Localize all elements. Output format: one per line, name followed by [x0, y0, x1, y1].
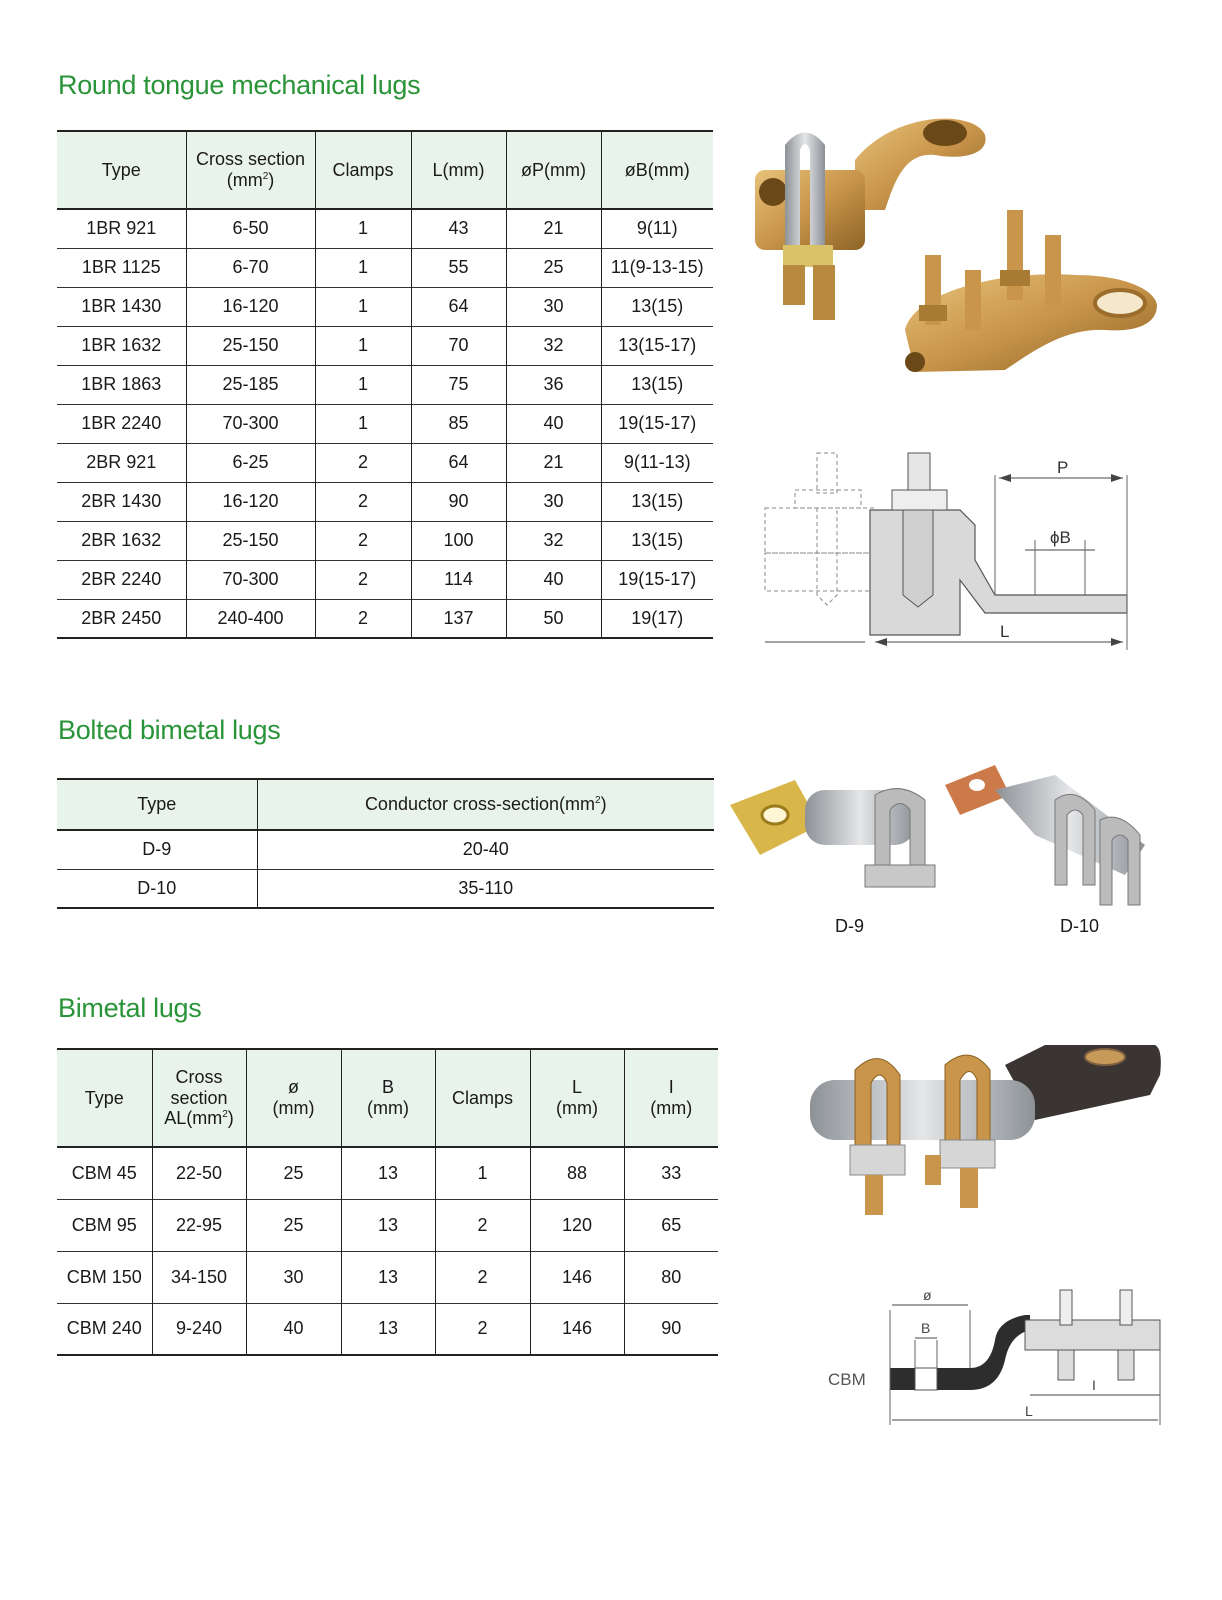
table-cell: 40	[506, 560, 601, 599]
table-cell: 9-240	[152, 1303, 246, 1355]
stud	[1007, 210, 1023, 300]
table-cell: 1	[315, 326, 411, 365]
table-row	[57, 599, 713, 638]
table-cell: 13(15-17)	[601, 326, 713, 365]
bimetal-lugs-table	[57, 1048, 718, 1356]
table-cell: 25-185	[186, 365, 315, 404]
table-row	[57, 1199, 718, 1251]
table-cell: 64	[411, 443, 506, 482]
table-cell: 2	[315, 599, 411, 638]
table-cell: CBM 150	[66, 1266, 142, 1287]
header-i: I (mm)	[624, 1049, 718, 1147]
header-cross-section: Cross section $AL(mm^2)$	[152, 1049, 246, 1147]
table-cell: 80	[624, 1251, 718, 1303]
table-cell: 2	[315, 482, 411, 521]
table-cell: 50	[506, 599, 601, 638]
p-label: P	[1057, 458, 1069, 477]
table-cell: 22-95	[152, 1199, 246, 1251]
table-cell: 43	[411, 209, 506, 248]
table-cell: 13(15)	[601, 482, 713, 521]
table-cell: 9(11)	[601, 209, 713, 248]
round-lugs-table	[57, 130, 713, 639]
table-header-row	[57, 131, 713, 209]
drawn-bolt	[908, 453, 930, 493]
table-cell: 25	[246, 1199, 341, 1251]
header-diameter: ø (mm)	[246, 1049, 341, 1147]
table-row	[57, 560, 713, 599]
table-cell: 2BR 2450	[81, 607, 162, 628]
table-cell: 146	[530, 1251, 624, 1303]
table-cell: 40	[246, 1303, 341, 1355]
table-cell: 32	[506, 326, 601, 365]
table-cell: 100	[411, 521, 506, 560]
table-cell: 21	[506, 209, 601, 248]
b-label: B	[921, 1320, 931, 1336]
table-cell: 65	[624, 1199, 718, 1251]
table-row	[57, 326, 713, 365]
nut	[783, 245, 833, 267]
drawn-shank	[903, 510, 933, 607]
table-cell: 1	[315, 365, 411, 404]
bolt	[813, 265, 835, 320]
drawn-nut	[892, 490, 947, 510]
table-cell: 1	[315, 248, 411, 287]
table-cell: 2BR 921	[86, 452, 157, 472]
cbm-stud	[960, 1168, 978, 1208]
table-cell: 90	[624, 1303, 718, 1355]
section-title-bolted-lugs: Bolted bimetal lugs	[58, 715, 281, 745]
table-cell: 240-400	[186, 599, 315, 638]
table-row	[57, 404, 713, 443]
cbm-clamp	[850, 1145, 905, 1175]
table-cell: 146	[530, 1303, 624, 1355]
table-row	[57, 521, 713, 560]
table-cell: 90	[411, 482, 506, 521]
table-cell: 114	[411, 560, 506, 599]
table-row	[57, 482, 713, 521]
lug-bore	[759, 178, 787, 206]
cbm-label: CBM	[828, 1370, 866, 1389]
table-cell: 1BR 1863	[81, 374, 162, 394]
double-lug-hole	[1095, 290, 1145, 316]
table-cell: 25	[246, 1147, 341, 1199]
table-cell: 25	[506, 248, 601, 287]
table-cell: 25-150	[186, 521, 315, 560]
cbm-drawn-tongue	[890, 1315, 1030, 1390]
cbm-drawn-shank	[1118, 1350, 1134, 1380]
table-row	[57, 248, 713, 287]
section-title-round-lugs: Round tongue mechanical lugs	[58, 70, 421, 100]
table-cell: 6-70	[186, 248, 315, 287]
header-cross-section: Cross section $(mm^2)$	[186, 131, 315, 209]
cbm-drawn-bolt	[1120, 1290, 1132, 1325]
table-cell: 1BR 1632	[81, 335, 162, 355]
header-type: Type	[57, 1049, 152, 1147]
bolted-lugs-photo	[725, 755, 1165, 915]
header-type: Type	[57, 779, 257, 830]
table-row	[57, 830, 714, 869]
table-cell: CBM 240	[66, 1318, 142, 1339]
table-cell: 1	[315, 209, 411, 248]
cbm-stud	[865, 1175, 883, 1215]
header-type: Type	[57, 131, 186, 209]
table-cell: 2	[315, 521, 411, 560]
table-cell: 1	[315, 404, 411, 443]
table-cell: D-9	[142, 839, 172, 860]
l-label: L	[1000, 622, 1010, 641]
table-cell: 34-150	[152, 1251, 246, 1303]
table-cell: 36	[506, 365, 601, 404]
table-cell: 64	[411, 287, 506, 326]
caption-d9: D-9	[835, 916, 865, 936]
table-cell: 19(15-17)	[601, 560, 713, 599]
table-cell: 13	[341, 1303, 435, 1355]
table-cell: 1	[435, 1147, 530, 1199]
table-cell: 75	[411, 365, 506, 404]
table-cell: 33	[624, 1147, 718, 1199]
header-b: øB(mm)	[601, 131, 713, 209]
cbm-drawn-shank	[1058, 1350, 1074, 1380]
cbm-clamp	[940, 1140, 995, 1168]
table-cell: 2BR 1430	[81, 491, 162, 511]
table-cell: 30	[246, 1251, 341, 1303]
table-cell: 2	[435, 1303, 530, 1355]
table-cell: 25-150	[186, 326, 315, 365]
lug-hole	[923, 120, 967, 146]
table-cell: 13(15)	[601, 287, 713, 326]
cbm-stud	[925, 1155, 941, 1185]
table-row	[57, 1303, 718, 1355]
dia-label: ø	[923, 1287, 932, 1303]
table-header-row	[57, 779, 714, 830]
stud	[965, 270, 981, 330]
table-cell: 2BR 1632	[81, 530, 162, 550]
d9-hole	[762, 806, 788, 824]
d9-clamp	[865, 865, 935, 887]
table-cell: 20-40	[257, 830, 714, 869]
header-clamps: Clamps	[315, 131, 411, 209]
table-cell: 13(15)	[601, 521, 713, 560]
bimetal-lugs-diagram	[820, 1280, 1170, 1430]
round-lugs-photo	[745, 100, 1165, 390]
table-cell: 13	[341, 1251, 435, 1303]
round-lugs-diagram	[755, 445, 1140, 660]
table-cell: 35-110	[257, 869, 714, 908]
table-cell: CBM 95	[71, 1214, 137, 1235]
table-cell: 11(9-13-15)	[601, 248, 713, 287]
table-cell: 70	[411, 326, 506, 365]
bolted-lugs-table	[57, 778, 714, 909]
table-cell: 2	[435, 1199, 530, 1251]
table-row	[57, 869, 714, 908]
table-cell: 1BR 2240	[81, 413, 162, 433]
table-cell: 1BR 921	[86, 218, 157, 239]
table-cell: 19(17)	[601, 599, 713, 638]
table-cell: 32	[506, 521, 601, 560]
cbm-drawn-hole	[915, 1368, 937, 1390]
table-cell: 137	[411, 599, 506, 638]
table-cell: 21	[506, 443, 601, 482]
nut	[1000, 270, 1030, 286]
table-cell: 13(15)	[601, 365, 713, 404]
table-row	[57, 287, 713, 326]
bore	[905, 352, 925, 372]
stud	[1045, 235, 1061, 305]
table-cell: 40	[506, 404, 601, 443]
table-cell: 30	[506, 287, 601, 326]
table-cell: 22-50	[152, 1147, 246, 1199]
header-l: L(mm)	[411, 131, 506, 209]
table-cell: 70-300	[186, 404, 315, 443]
table-cell: 1	[315, 287, 411, 326]
header-clamps: Clamps	[435, 1049, 530, 1147]
table-cell: 13	[341, 1199, 435, 1251]
table-cell: 1BR 1125	[81, 257, 161, 277]
i-label: I	[1092, 1377, 1096, 1393]
table-cell: 6-25	[186, 443, 315, 482]
table-cell: CBM 45	[71, 1162, 137, 1183]
table-cell: D-10	[137, 877, 177, 898]
cbm-body	[810, 1080, 1035, 1140]
header-p: øP(mm)	[506, 131, 601, 209]
b-label: ϕB	[1050, 528, 1071, 547]
table-cell: 55	[411, 248, 506, 287]
table-cell: 120	[530, 1199, 624, 1251]
table-cell: 19(15-17)	[601, 404, 713, 443]
table-cell: 2BR 2240	[81, 569, 162, 589]
table-cell: 1BR 1430	[81, 296, 162, 316]
caption-d10: D-10	[1060, 916, 1100, 936]
header-conductor-cross-section: Conductor cross-$section(mm^2)$	[257, 779, 714, 830]
table-row	[57, 1251, 718, 1303]
l-label: L	[1025, 1403, 1033, 1419]
table-cell: 70-300	[186, 560, 315, 599]
table-row	[57, 443, 713, 482]
d10-hole	[969, 779, 985, 791]
table-cell: 85	[411, 404, 506, 443]
cbm-drawn-bolt	[1060, 1290, 1072, 1325]
bimetal-lugs-photo	[805, 1035, 1165, 1225]
table-cell: 2	[435, 1251, 530, 1303]
table-row	[57, 209, 713, 248]
table-cell: 13	[341, 1147, 435, 1199]
table-cell: 30	[506, 482, 601, 521]
table-cell: 6-50	[186, 209, 315, 248]
table-row	[57, 365, 713, 404]
cbm-drawn-body	[1025, 1320, 1160, 1350]
cbm-hole	[1085, 1049, 1125, 1065]
table-cell: 16-120	[186, 482, 315, 521]
table-cell: 9(11-13)	[601, 443, 713, 482]
table-row	[57, 1147, 718, 1199]
ghost-outline	[765, 453, 875, 605]
section-title-bimetal-lugs: Bimetal lugs	[58, 993, 202, 1023]
table-cell: 88	[530, 1147, 624, 1199]
bolt	[783, 265, 805, 305]
nut	[919, 305, 947, 321]
header-b: B (mm)	[341, 1049, 435, 1147]
header-l: L (mm)	[530, 1049, 624, 1147]
table-cell: 2	[315, 443, 411, 482]
table-cell: 16-120	[186, 287, 315, 326]
table-header-row	[57, 1049, 718, 1147]
table-cell: 2	[315, 560, 411, 599]
